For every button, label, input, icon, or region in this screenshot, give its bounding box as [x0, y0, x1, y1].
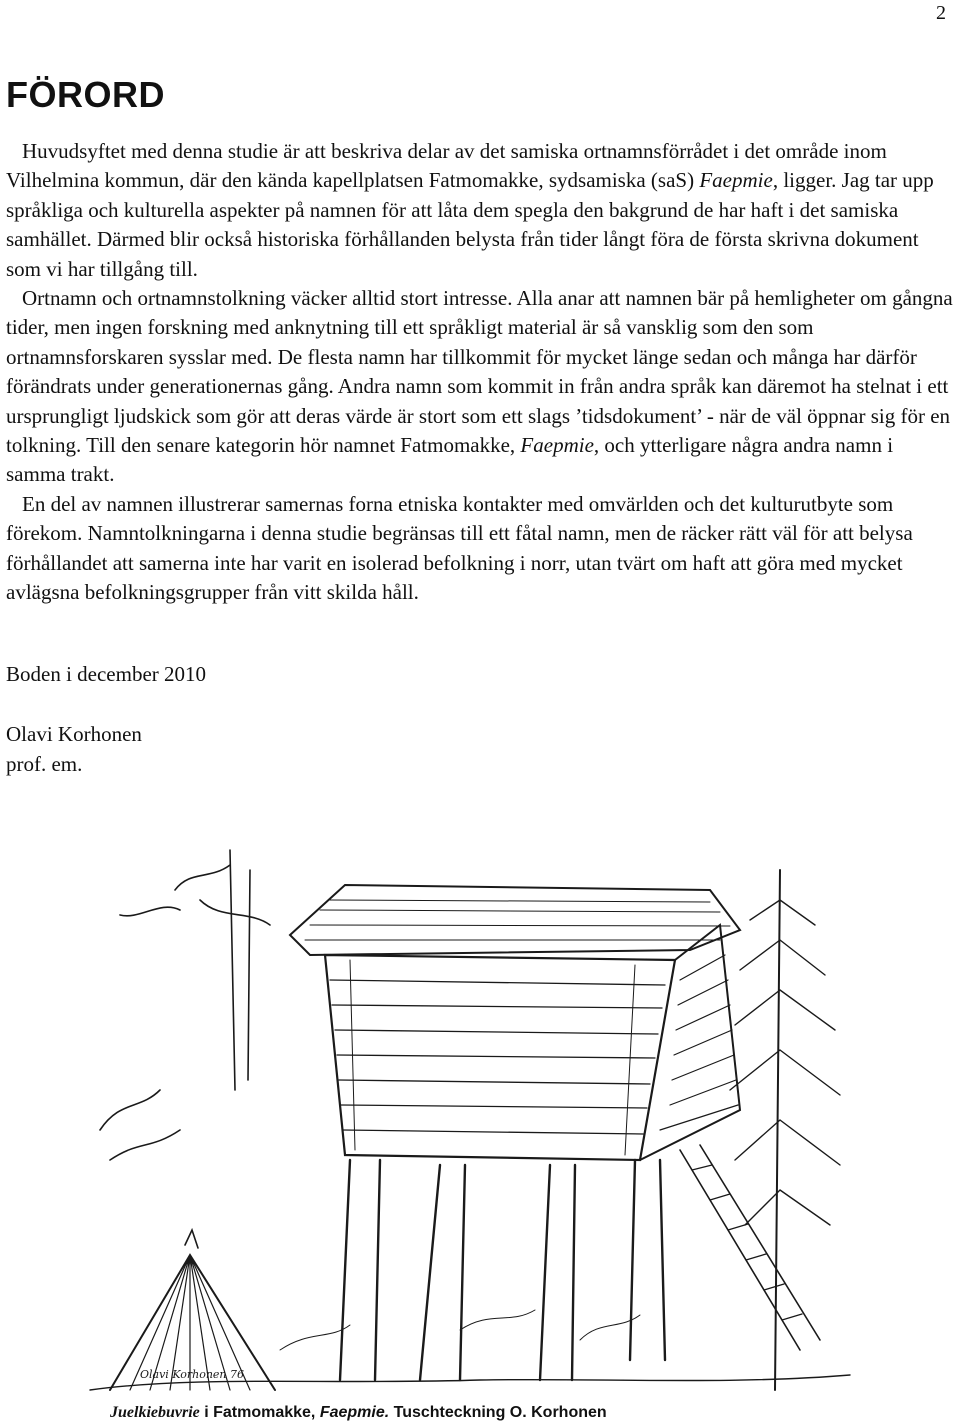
place-date: Boden i december 2010 — [6, 662, 207, 686]
preface-body — [6, 137, 956, 608]
caption-location: i Fatmomakke, — [199, 1404, 320, 1421]
page-number: 2 — [936, 2, 946, 24]
artist-signature: Olavi Korhonen 76 — [140, 1368, 245, 1381]
author-title: prof. em. — [6, 752, 83, 776]
caption-credit: Tuschteckning O. Korhonen — [389, 1404, 607, 1421]
paragraph — [6, 137, 956, 284]
author-name: Olavi Korhonen — [6, 722, 142, 746]
page-title: FÖRORD — [6, 74, 165, 115]
paragraph-text: , ligger. Jag tar upp språkliga och kulturella aspekter på namnen för att låta dem spegla den bakgrund de har haft i det samiska samhället. Därmed blir också historiska förhållanden belysta från tider långt föra de första skrivna dokument som vi har tillgång till. — [6, 168, 934, 281]
paragraph-text: Huvudsyftet med denna studie är att beskriva delar av det samiska ortnamnsförrådet i det område inom Vilhelmina kommun, där den kända kapellplatsen Fatmomakke, sydsamiska (saS) — [6, 139, 887, 193]
paragraph-text: Ortnamn och ortnamnstolkning väcker alltid stort intresse. Alla anar att namnen bär på hemligheter om gångna tider, men ingen forskning med anknytning till ett språkligt material är så vansklig som den som ortnamnsforskaren sysslar med. De flesta namn har tillkommit för mycket länge sedan och många har därför förändrats under generationernas gång. Andra namn som kommit in från andra språk kan däremot ha stelnat i ett ursprungligt ljudskick som gör att deras värde är stort som ett slags ’tidsdokument’ - när de väl öppnar sig för en tolkning. Till den senare kategorin hör namnet Fatmomakke, — [6, 286, 953, 458]
caption-italic-term: Faepmie. — [319, 1404, 390, 1421]
figure-caption — [110, 1404, 730, 1422]
ink-drawing-storehouse — [80, 830, 860, 1400]
paragraph — [6, 284, 956, 490]
paragraph-text: , och ytterligare några andra namn i samma trakt. — [6, 433, 894, 487]
paragraph-text: En del av namnen illustrerar samernas forna etniska kontakter med omvärlden och det kulturutbyte som förekom. Namntolkningarna i denna studie begränsas till ett fåtal namn, men de räcker rätt väl för att belysa förhållandet att samerna inte har varit en isolerad befolkning i norr, utan tvärt om haft att göra med mycket avlägsna befolkningsgrupper från vitt skilda håll. — [6, 491, 913, 605]
paragraph — [6, 490, 956, 608]
caption-title: Juelkiebuvrie — [110, 1404, 200, 1421]
paragraph-italic-term: Faepmie — [520, 433, 594, 458]
paragraph-italic-term: Faepmie — [699, 168, 773, 193]
